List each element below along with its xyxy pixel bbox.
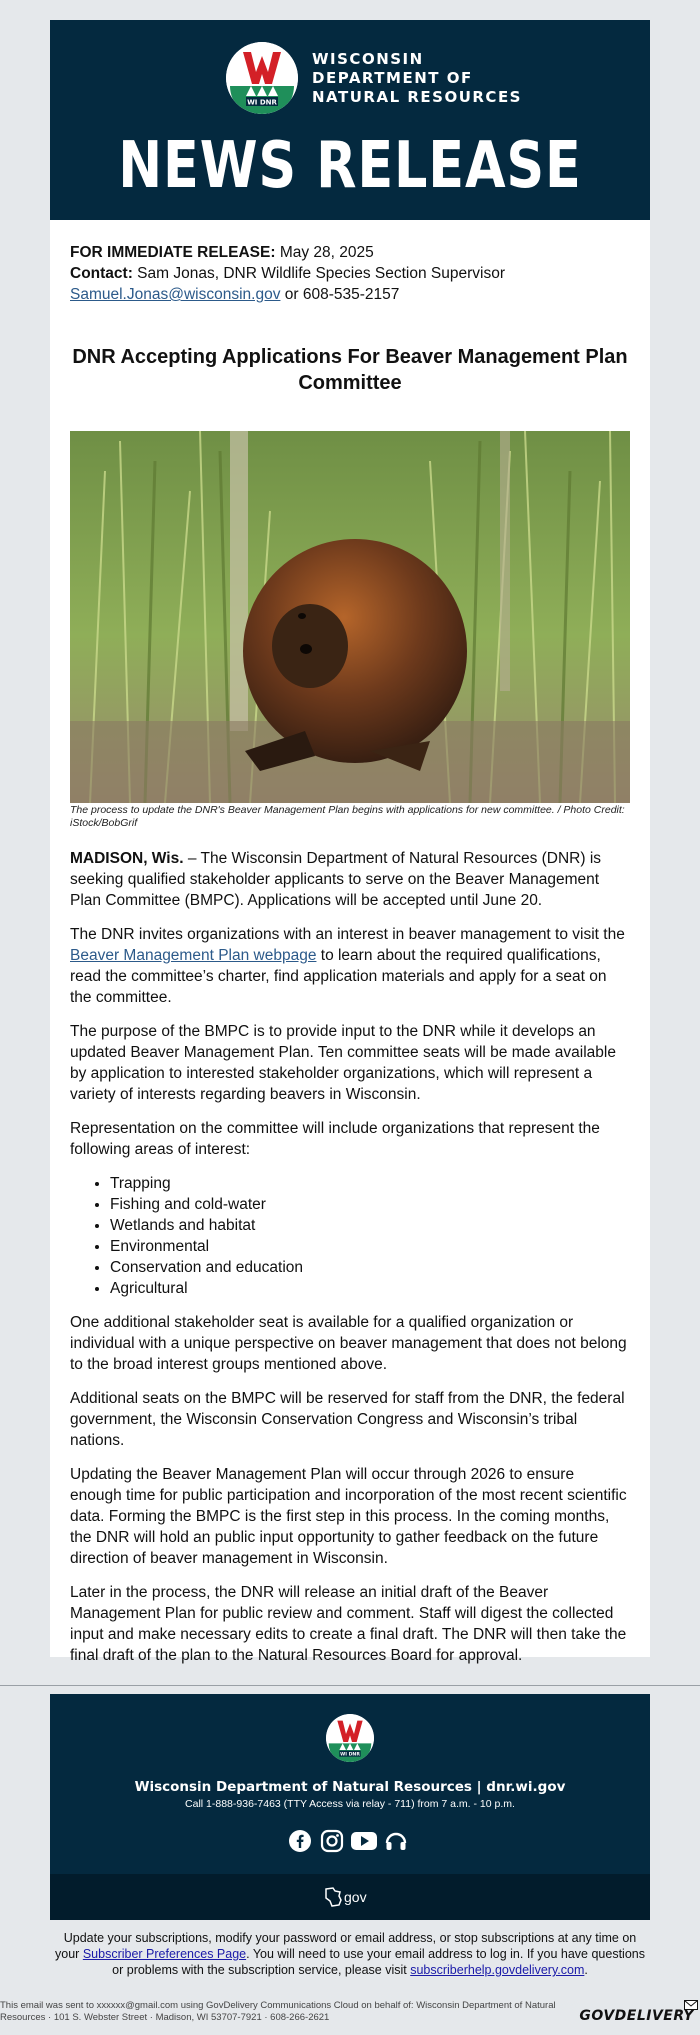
instagram-icon[interactable] bbox=[319, 1828, 345, 1854]
interest-item: • Wetlands and habitat bbox=[110, 1215, 630, 1236]
dnr-logo bbox=[226, 42, 298, 114]
youtube-icon[interactable] bbox=[351, 1828, 377, 1854]
contact-line bbox=[70, 263, 505, 284]
interest-item: • Trapping bbox=[110, 1173, 630, 1194]
paragraph-4: Representation on the committee will include organizations that represent the following areas of interest: bbox=[70, 1120, 600, 1158]
subscription-notice bbox=[55, 1930, 645, 1978]
news-release-header bbox=[50, 20, 650, 220]
dnr-logo-group bbox=[226, 42, 522, 114]
news-release-title: NEWS RELEASE bbox=[118, 129, 582, 203]
paragraph-2-before: The DNR invites organizations with an interest in beaver management to visit the bbox=[70, 926, 625, 943]
agency-line-3: NATURAL RESOURCES bbox=[312, 87, 522, 106]
agency-name bbox=[312, 50, 522, 107]
photo-caption: The process to update the DNR's Beaver Management Plan begins with applications for new committee. / Photo Credit: iStock/BobGrif bbox=[70, 804, 625, 829]
paragraph-6: Additional seats on the BMPC will be reserved for staff from the DNR, the federal government, the Wisconsin Conservation Congress and Wisconsin’s tribal nations. bbox=[70, 1390, 625, 1449]
contact-email-link[interactable]: Samuel.Jonas@wisconsin.gov bbox=[70, 286, 281, 303]
beaver-image bbox=[70, 431, 630, 803]
podcast-icon[interactable] bbox=[383, 1828, 409, 1854]
release-body bbox=[50, 220, 650, 1664]
divider bbox=[0, 1685, 700, 1686]
dateline: MADISON, Wis. bbox=[70, 850, 184, 867]
dnr-logo-icon bbox=[326, 1714, 374, 1762]
subs-text-3: . bbox=[584, 1963, 588, 1977]
interest-list bbox=[70, 1173, 630, 1299]
fine-print: This email was sent to xxxxxx@gmail.com using GovDelivery Communications Cloud on behalf of: Wisconsin Department of Natural Resources · 101 S. Webster Street · Madison, WI 53707-7921 · 608-266-2621 bbox=[0, 2000, 556, 2023]
paragraph-8: Later in the process, the DNR will release an initial draft of the Beaver Management Plan for public review and comment. Staff will digest the collected input and make necessary edits to create a final draft. The DNR will then take the final draft of the plan to the Natural Resources Board for approval. bbox=[70, 1584, 627, 1664]
paragraph-5: One additional stakeholder seat is available for a qualified organization or individual with a unique perspective on beaver management that does not belong to the broad interest groups mentioned above. bbox=[70, 1314, 627, 1373]
footer bbox=[50, 1694, 650, 1874]
agency-line-1: WISCONSIN bbox=[312, 49, 424, 68]
contact-or: or bbox=[284, 286, 299, 303]
paragraph-2 bbox=[70, 924, 630, 1008]
article-body bbox=[70, 848, 630, 1679]
interest-item: • Conservation and education bbox=[110, 1257, 630, 1278]
logo-text: WI DNR bbox=[340, 1752, 360, 1758]
beaver-plan-link[interactable]: Beaver Management Plan webpage bbox=[70, 947, 317, 964]
footer-logo[interactable] bbox=[326, 1714, 374, 1762]
interest-item: • Agricultural bbox=[110, 1278, 630, 1299]
wisconsin-state-icon bbox=[322, 1886, 344, 1908]
subs-text-2: . You will need to use your email address to log in. If you have questions or problems with the subscription service, please visit bbox=[112, 1947, 645, 1977]
paragraph-3: The purpose of the BMPC is to provide input to the DNR while it develops an updated Beaver Management Plan. Ten committee seats will be made available by application to interested stakeholder organizations, which will represent a variety of interests regarding beavers in Wisconsin. bbox=[70, 1023, 616, 1103]
interest-item: • Environmental bbox=[110, 1236, 630, 1257]
paragraph-7: Updating the Beaver Management Plan will occur through 2026 to ensure enough time for public participation and incorporation of the most recent scientific data. Forming the BMPC is the first step in this process. In the coming months, the DNR will hold an public input opportunity to gather feedback on the future direction of beaver management in Wisconsin. bbox=[70, 1466, 627, 1567]
contact-label: Contact: bbox=[70, 265, 133, 282]
footer-call: Call 1-888-936-7463 (TTY Access via relay - 711) from 7 a.m. - 10 p.m. bbox=[185, 1798, 515, 1810]
govdelivery-logo[interactable]: GOVDELIVERY bbox=[579, 2008, 694, 2024]
release-label: FOR IMMEDIATE RELEASE: bbox=[70, 244, 276, 261]
paragraph-1 bbox=[70, 848, 630, 911]
release-meta bbox=[70, 242, 505, 305]
subscriber-preferences-link[interactable]: Subscriber Preferences Page bbox=[82, 1947, 247, 1961]
interest-item: • Fishing and cold-water bbox=[110, 1194, 630, 1215]
gov-text: gov bbox=[344, 1889, 367, 1905]
facebook-icon[interactable] bbox=[287, 1828, 313, 1854]
contact-phone: 608-535-2157 bbox=[302, 286, 400, 303]
footer-org: Wisconsin Department of Natural Resources | dnr.wi.gov bbox=[134, 1779, 566, 1795]
beaver-photo bbox=[70, 431, 630, 803]
social-links bbox=[287, 1828, 409, 1854]
headline: DNR Accepting Applications For Beaver Management Plan Committee bbox=[72, 346, 628, 394]
release-date: May 28, 2025 bbox=[279, 244, 374, 261]
paragraph-1-text: – The Wisconsin Department of Natural Resources (DNR) is seeking qualified stakeholder applicants to serve on the Beaver Management Plan Committee (BMPC). Applications will be accepted until June 20. bbox=[70, 850, 602, 909]
dnr-logo-icon bbox=[226, 42, 298, 114]
contact-reach-line bbox=[70, 284, 505, 305]
logo-text: WI DNR bbox=[247, 98, 277, 107]
contact-name: Sam Jonas, DNR Wildlife Species Section Supervisor bbox=[137, 265, 506, 282]
gov-bar bbox=[50, 1874, 650, 1920]
release-line bbox=[70, 242, 505, 263]
wisconsin-gov-mark[interactable] bbox=[322, 1886, 367, 1908]
subs-text-1: Update your subscriptions, modify your password or email address, or stop subscriptions at any time on your bbox=[55, 1931, 637, 1961]
paragraph-2-after: to learn about the required qualifications, read the committee’s charter, find application materials and apply for a seat on the committee. bbox=[70, 947, 607, 1006]
agency-line-2: DEPARTMENT OF bbox=[312, 68, 473, 87]
subscriber-help-link[interactable]: subscriberhelp.govdelivery.com bbox=[410, 1963, 585, 1977]
